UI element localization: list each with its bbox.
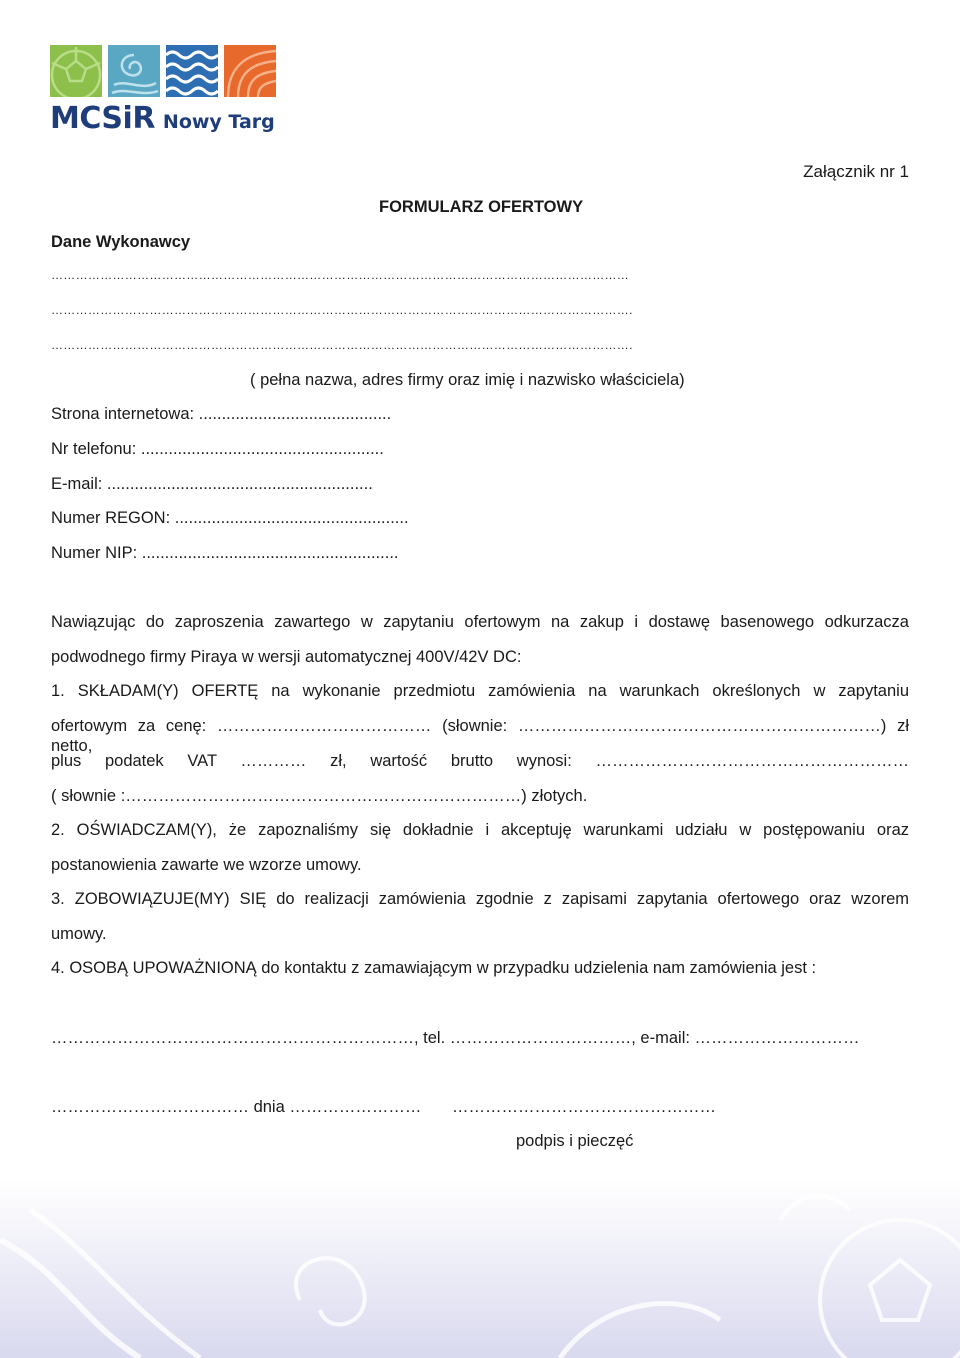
offer-line-4: ( słownie :………………………………………………………………) złotych.	[51, 787, 588, 805]
contractor-heading: Dane Wykonawcy	[51, 233, 191, 251]
running-track-tile-icon	[224, 45, 276, 97]
regon-field: Numer REGON: ...................................................	[51, 509, 409, 527]
signature-label: podpis i pieczęć	[516, 1132, 634, 1150]
signature-dots: …………………………………………	[452, 1098, 716, 1116]
contractor-line-1: ……………………………………………………………………………………………………………………………	[51, 268, 630, 282]
form-title: FORMULARZ OFERTOWY	[379, 198, 584, 216]
mcsir-logo	[50, 45, 280, 140]
email-field: E-mail: ..........................................................	[51, 475, 373, 493]
intro-line-2: podwodnego firmy Piraya w wersji automatycznej 400V/42V DC:	[51, 648, 522, 666]
date-line: ……………………………… dnia ……………………	[51, 1098, 422, 1116]
commitment-line-2: umowy.	[51, 925, 107, 943]
declaration-line-2: postanowienia zawarte we wzorze umowy.	[51, 856, 362, 874]
phone-field: Nr telefonu: .....................................................	[51, 440, 384, 458]
commitment-line-1: 3. ZOBOWIĄZUJE(MY) SIĘ do realizacji zamówienia zgodnie z zapisami zapytania ofertowego oraz wzorem	[51, 890, 909, 908]
contractor-line-3: …………………………………………………………………………………………………………………………….	[51, 338, 633, 352]
contact-person-line: …………………………………………………………, tel. ……………………………, e-mail: …………………………	[51, 1029, 860, 1047]
contractor-hint: ( pełna nazwa, adres firmy oraz imię i nazwisko właściciela)	[250, 371, 685, 389]
website-field: Strona internetowa: ..........................................	[51, 405, 392, 423]
logo-brand-sub: Nowy Targ	[162, 111, 275, 133]
logo-wordmark	[50, 101, 280, 136]
offer-line-2: ofertowym za cenę: ………………………………… (słownie: …………………………………………………………) zł netto,	[51, 717, 909, 755]
logo-tiles	[50, 45, 280, 97]
declaration-line-1: 2. OŚWIADCZAM(Y), że zapoznaliśmy się dokładnie i akceptuję warunkami udziału w postępowaniu oraz	[51, 821, 909, 839]
offer-line-1: 1. SKŁADAM(Y) OFERTĘ na wykonanie przedmiotu zamówienia na warunkach określonych w zapytaniu	[51, 682, 909, 700]
intro-line-1: Nawiązując do zaproszenia zawartego w zapytaniu ofertowym na zakup i dostawę basenowego odkurzacza	[51, 613, 909, 631]
offer-line-3: plus podatek VAT ………… zł, wartość brutto wynosi: …………………………………………………	[51, 752, 909, 770]
attachment-label: Załącznik nr 1	[803, 162, 909, 181]
decorative-footer-background	[0, 1180, 960, 1358]
nip-field: Numer NIP: ........................................................	[51, 544, 399, 562]
contractor-line-2: …………………………………………………………………………………………………………………………….	[51, 303, 633, 317]
spiral-tile-icon	[108, 45, 160, 97]
logo-brand-main: MCSiR	[50, 101, 155, 136]
football-tile-icon	[50, 45, 102, 97]
authorized-person-line: 4. OSOBĄ UPOWAŻNIONĄ do kontaktu z zamawiającym w przypadku udzielenia nam zamówienia jest :	[51, 959, 817, 977]
waves-tile-icon	[166, 45, 218, 97]
